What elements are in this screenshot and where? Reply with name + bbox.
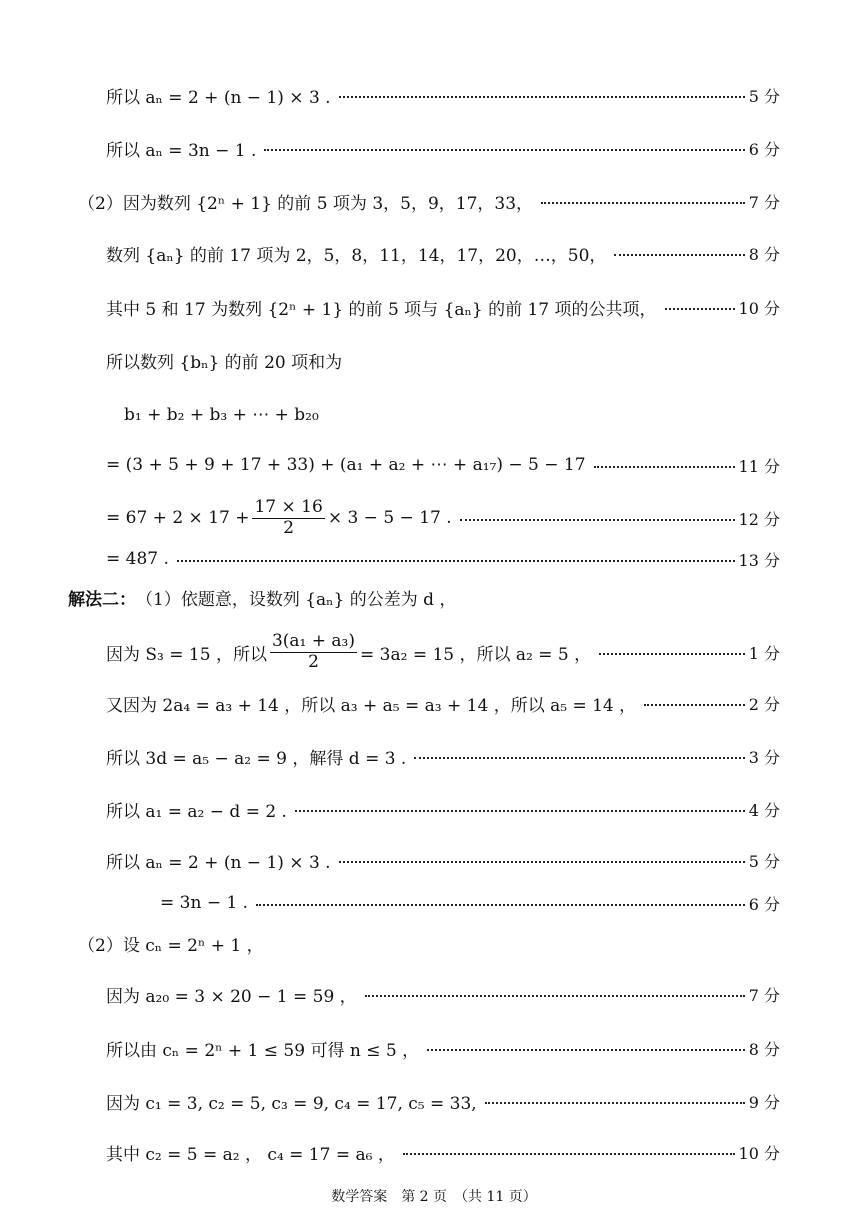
dot-leader (339, 861, 745, 863)
dot-leader (295, 810, 745, 812)
line-text (106, 498, 452, 538)
dot-leader (594, 466, 735, 468)
fraction (252, 498, 324, 538)
dot-leader (614, 254, 744, 256)
dot-leader (414, 757, 744, 759)
score-label: 7 分 (748, 985, 780, 1005)
score-label: 10 分 (738, 1143, 780, 1163)
dot-leader (256, 904, 745, 906)
score-label: 7 分 (748, 192, 780, 212)
solution-line (106, 450, 780, 480)
solution-line (106, 496, 780, 538)
solution-line (106, 794, 780, 824)
fraction (270, 632, 357, 672)
page-footer: 数学答案 第 2 页 （共 11 页） (331, 1189, 537, 1205)
expr-before: 因为 S₃ = 15 ，所以 (106, 644, 267, 665)
line-text: 所以 aₙ = 2 + (n − 1) × 3 . (106, 87, 331, 108)
expr-after: × 3 − 5 − 17 . (327, 508, 452, 528)
score-label: 9 分 (748, 1092, 780, 1112)
score-label: 12 分 (738, 509, 780, 529)
solution-line (78, 928, 780, 958)
dot-leader (460, 519, 735, 521)
solution-line (106, 630, 780, 672)
score-label: 6 分 (748, 139, 780, 159)
dot-leader (541, 202, 745, 204)
method-heading-line (68, 582, 780, 612)
solution-line (106, 1137, 780, 1167)
solution-line (106, 979, 780, 1009)
solution-line (106, 345, 780, 375)
line-text: （2）设 cₙ = 2ⁿ + 1 ， (78, 935, 264, 956)
dot-leader (365, 995, 745, 997)
expr-before: = 67 + 2 × 17 + (106, 508, 250, 528)
line-text: 其中 5 和 17 为数列 {2ⁿ + 1} 的前 5 项与 {aₙ} 的前 17 项的公共项， (106, 299, 657, 320)
line-text: 所以 aₙ = 3n − 1 . (106, 140, 257, 161)
line-text: b₁ + b₂ + b₃ + ⋯ + b₂₀ (124, 405, 319, 425)
line-text: 所以 aₙ = 2 + (n − 1) × 3 . (106, 852, 331, 873)
fraction-numerator: 3(a₁ + a₃) (271, 630, 355, 651)
solution-line (106, 688, 780, 718)
solution-line (106, 238, 780, 268)
line-text: = 487 . (106, 549, 169, 569)
solution-line (106, 741, 780, 771)
line-text: 所以 3d = a₅ − a₂ = 9 ，解得 d = 3 . (106, 748, 407, 769)
dot-leader (177, 560, 735, 562)
score-label: 5 分 (748, 86, 780, 106)
line-text (106, 632, 591, 672)
dot-leader (485, 1102, 745, 1104)
fraction-denominator: 2 (283, 517, 295, 538)
solution-line (106, 292, 780, 322)
line-text: 数列 {aₙ} 的前 17 项为 2，5，8，11，14，17，20，…，50， (106, 245, 607, 266)
line-text: 又因为 2a₄ = a₃ + 14 ，所以 a₃ + a₅ = a₃ + 14 ，所以 a₅ = 14 ， (106, 695, 637, 716)
score-label: 2 分 (748, 694, 780, 714)
score-label: 8 分 (748, 1039, 780, 1059)
solution-line (106, 133, 780, 163)
line-text: 所以数列 {bₙ} 的前 20 项和为 (106, 352, 343, 373)
score-label: 4 分 (748, 800, 780, 820)
solution-line (78, 186, 780, 216)
line-text: （1）依题意，设数列 {aₙ} 的公差为 d ， (136, 589, 457, 610)
line-text: 因为 a₂₀ = 3 × 20 − 1 = 59 ， (106, 986, 357, 1007)
line-text: = (3 + 5 + 9 + 17 + 33) + (a₁ + a₂ + ⋯ + a₁₇) − 5 − 17 (106, 455, 586, 475)
solution-line (106, 544, 780, 574)
score-label: 5 分 (748, 851, 780, 871)
line-text: （2）因为数列 {2ⁿ + 1} 的前 5 项为 3，5，9，17，33， (78, 193, 534, 214)
method-label: 解法二： (68, 589, 136, 610)
dot-leader (339, 96, 745, 98)
fraction-denominator: 2 (308, 651, 319, 672)
score-label: 10 分 (738, 298, 780, 318)
fraction-numerator: 17 × 16 (254, 496, 323, 517)
solution-line (106, 845, 780, 875)
dot-leader (599, 653, 745, 655)
solution-line (124, 400, 780, 430)
dot-leader (264, 149, 744, 151)
score-label: 13 分 (738, 550, 780, 570)
line-text: 所以 a₁ = a₂ − d = 2 . (106, 801, 287, 822)
dot-leader (644, 704, 745, 706)
solution-line (106, 80, 780, 110)
line-text: 所以由 cₙ = 2ⁿ + 1 ≤ 59 可得 n ≤ 5 ， (106, 1040, 420, 1061)
expr-after: = 3a₂ = 15 ，所以 a₂ = 5 ， (360, 644, 592, 665)
solution-line (106, 1086, 780, 1116)
solution-line (160, 888, 780, 918)
score-label: 8 分 (748, 244, 780, 264)
line-text: 其中 c₂ = 5 = a₂ ， c₄ = 17 = a₆ ， (106, 1144, 395, 1165)
solution-line (106, 1033, 780, 1063)
score-label: 1 分 (748, 643, 780, 663)
score-label: 3 分 (748, 747, 780, 767)
dot-leader (665, 308, 735, 310)
score-label: 6 分 (748, 894, 780, 914)
score-label: 11 分 (738, 456, 780, 476)
dot-leader (427, 1049, 745, 1051)
line-text: = 3n − 1 . (160, 893, 249, 913)
dot-leader (403, 1153, 735, 1155)
line-text: 因为 c₁ = 3, c₂ = 5, c₃ = 9, c₄ = 17, c₅ = 33, (106, 1093, 477, 1114)
